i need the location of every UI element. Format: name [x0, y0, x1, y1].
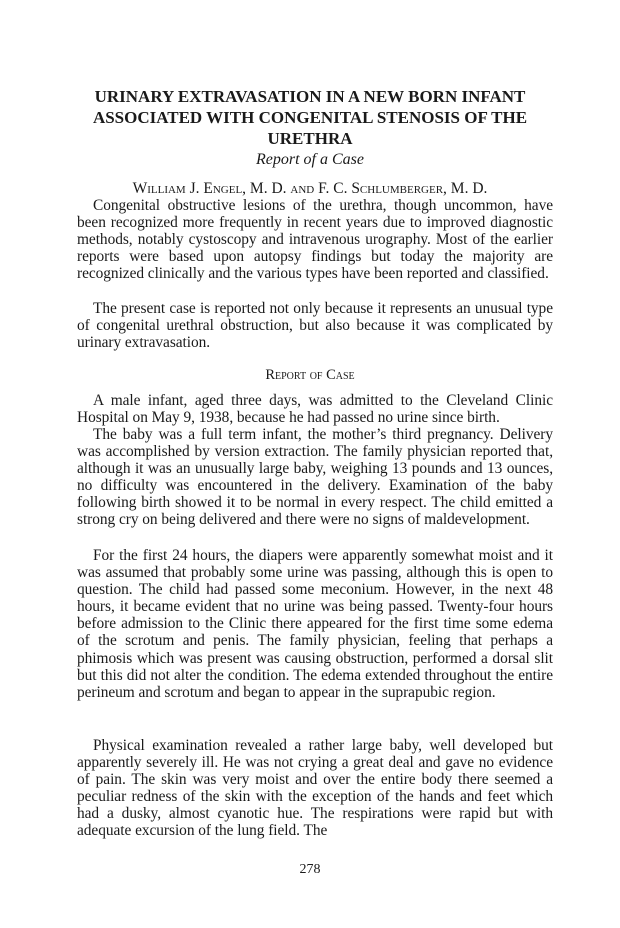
intro-paragraph: Congenital obstructive lesions of the urethra, though uncommon, have been recognized more frequently in recent years due to improved diagnostic methods, notably cystoscopy and intravenous urography. Most of the earlier reports were based upon autopsy findings but today the majority are recognized clinically and the various types have been reported and classified. — [77, 197, 553, 283]
body-paragraph: Physical examination revealed a rather large baby, well developed but apparently severely ill. He was not crying a great deal and gave no evidence of pain. The skin was very moist and over the entire body there seemed a peculiar redness of the skin with the exception of the hands and feet which had a dusky, almost cyanotic hue. The respirations were rapid but with adequate excursion of the lung field. The — [77, 737, 553, 840]
article-subtitle: Report of a Case — [256, 151, 364, 168]
article-authors: William J. Engel, M. D. and F. C. Schlumberger, M. D. — [132, 180, 488, 197]
body-paragraph: The baby was a full term infant, the mother’s third pregnancy. Delivery was accomplished by version extraction. The family physician reported that, although it was an unusually large baby, weighing 13 pounds and 13 ounces, no difficulty was encountered in the delivery. Examination of the baby following birth showed it to be normal in every respect. The child emitted a strong cry on being delivered and there were no signs of maldevelopment. — [77, 426, 553, 529]
body-paragraph: A male infant, aged three days, was admitted to the Cleveland Clinic Hospital on May 9, 1938, because he had passed no urine since birth. — [77, 392, 553, 427]
intro-paragraph: The present case is reported not only because it represents an unusual type of congenital urethral obstruction, but also because it was complicated by urinary extravasation. — [77, 300, 553, 352]
body-paragraph: For the first 24 hours, the diapers were apparently somewhat moist and it was assumed that probably some urine was passing, although this is open to question. The child had passed some meconium. However, in the next 48 hours, it became evident that no urine was being passed. Twenty-four hours before admission to the Clinic there appeared for the first time some edema of the scrotum and penis. The family physician, feeling that perhaps a phimosis which was present was causing obstruction, performed a dorsal slit but this did not alter the condition. The edema extended throughout the entire perineum and scrotum and began to appear in the suprapubic region. — [77, 547, 553, 701]
article-title: URINARY EXTRAVASATION IN A NEW BORN INFANT ASSOCIATED WITH CONGENITAL STENOSIS OF THE URETHRA — [92, 87, 528, 148]
page-number: 278 — [299, 862, 321, 877]
section-heading: Report of Case — [265, 367, 355, 383]
